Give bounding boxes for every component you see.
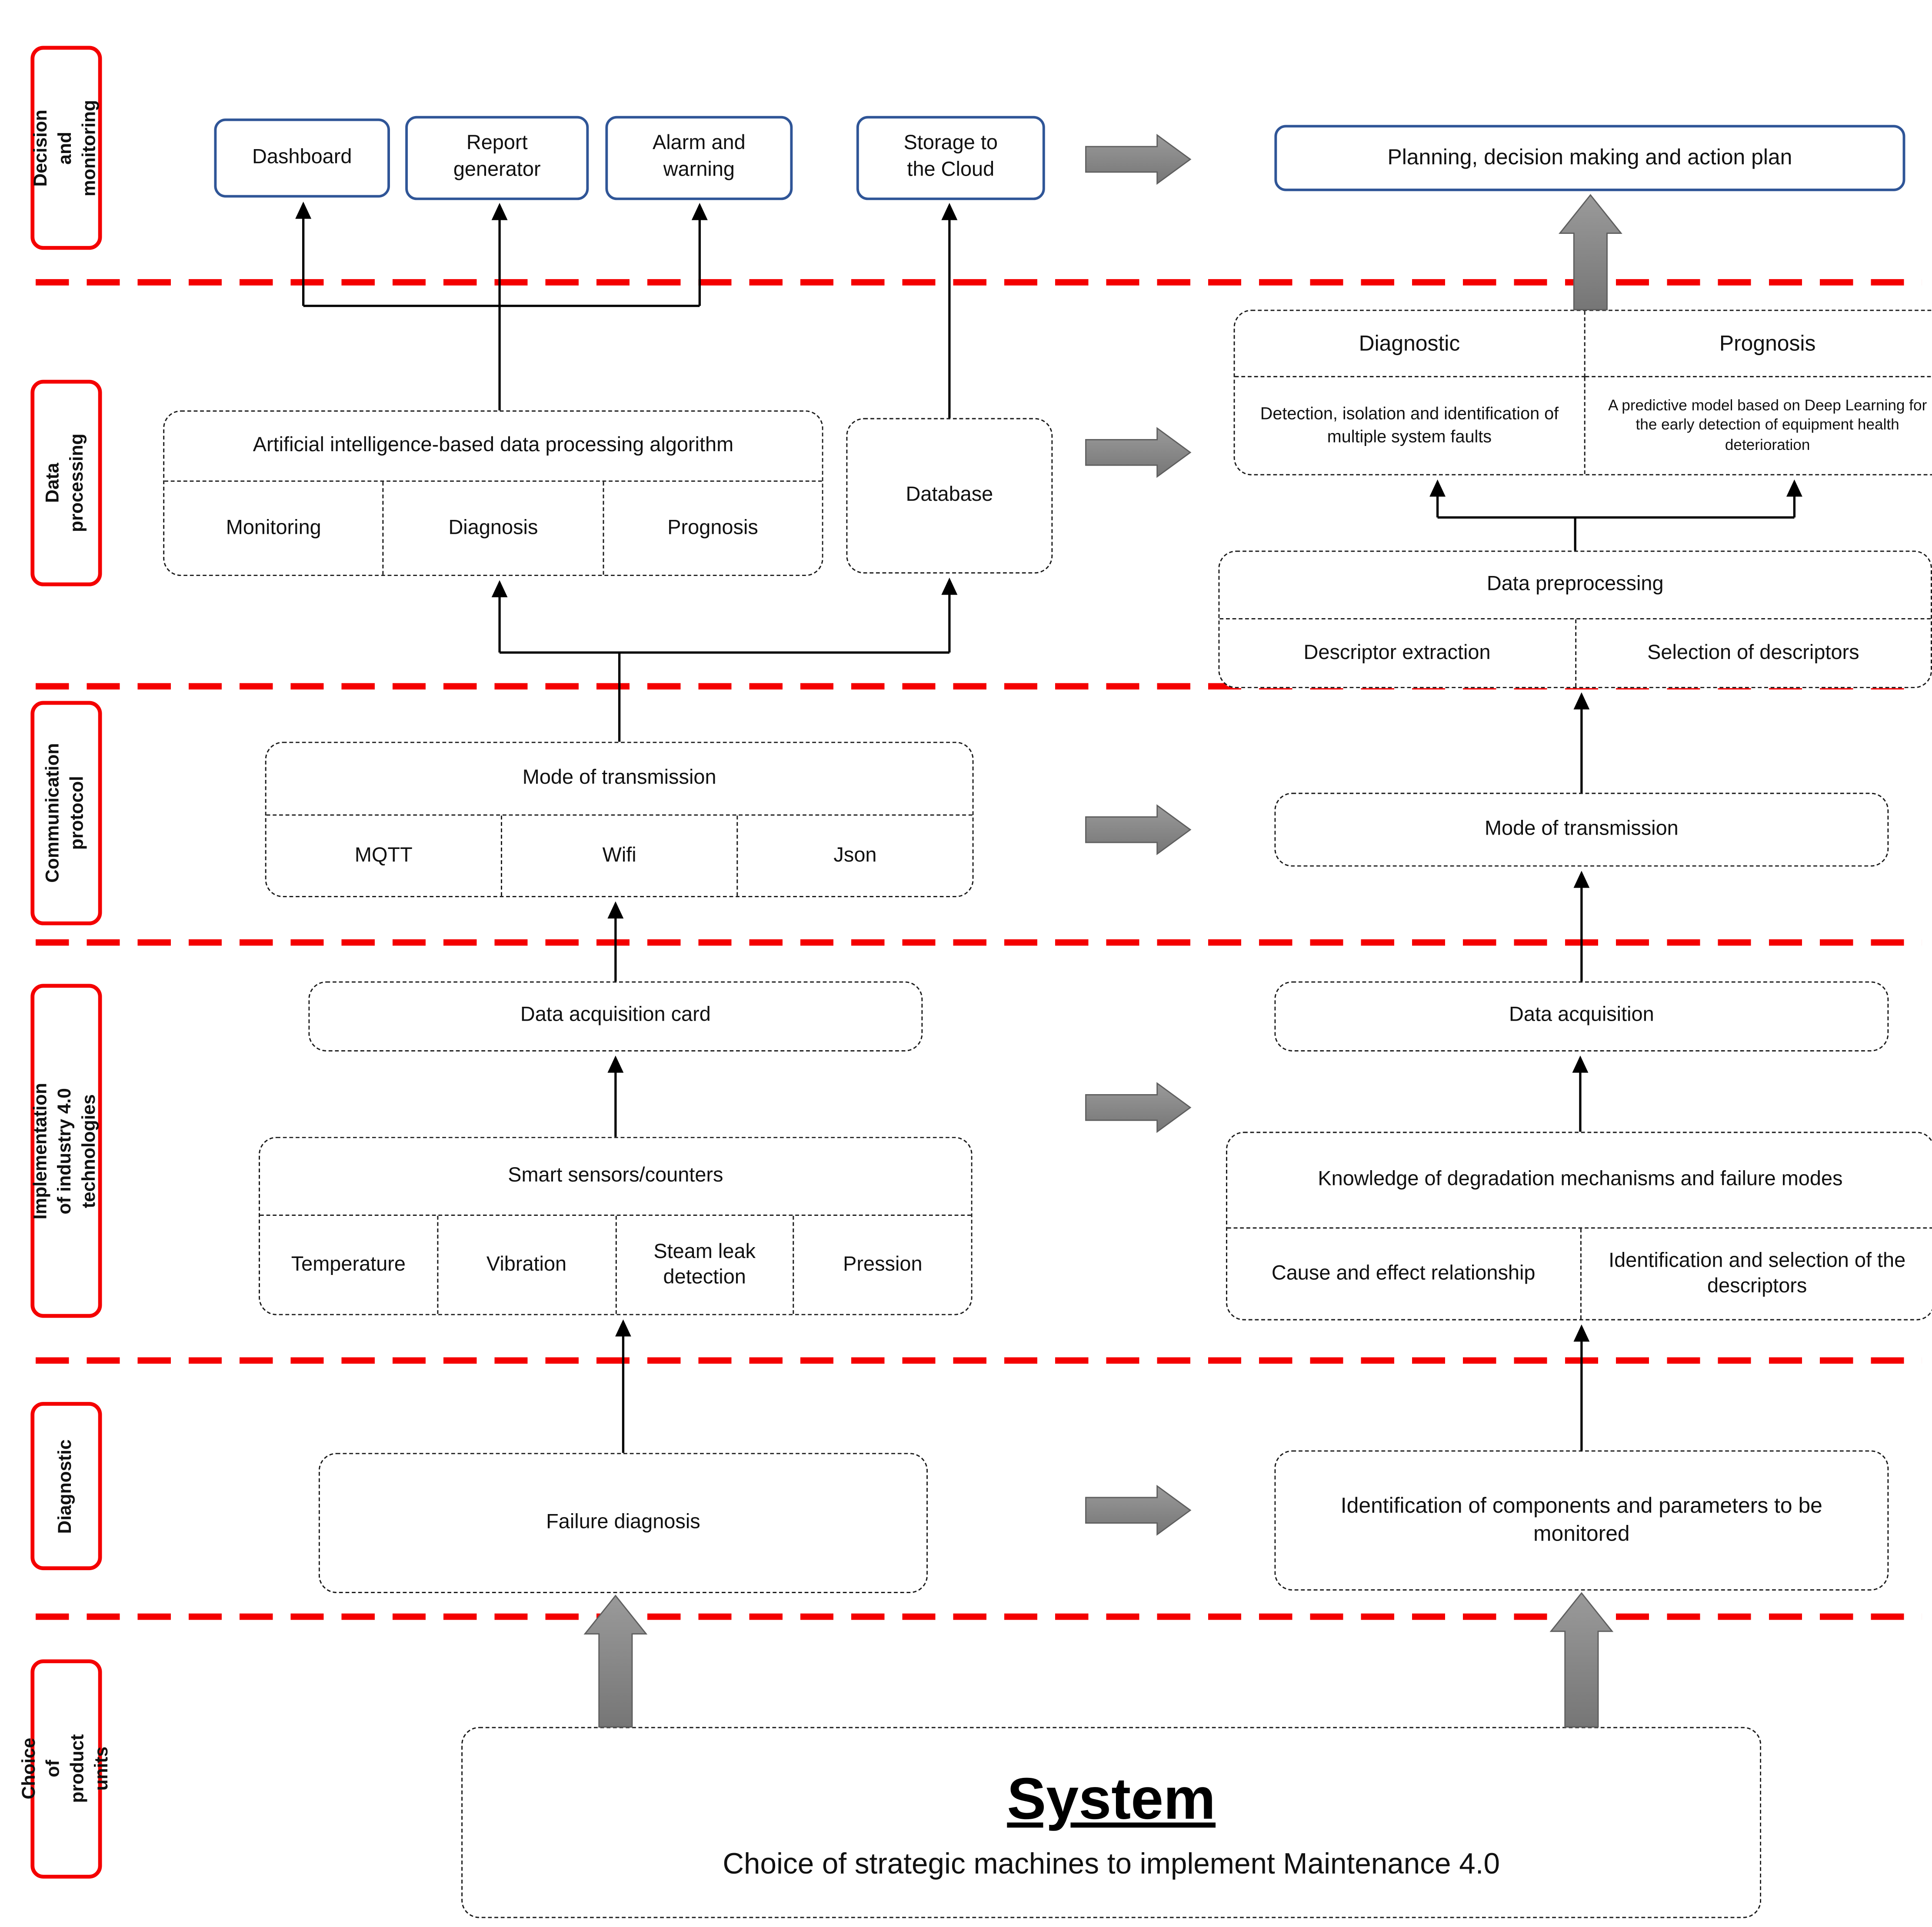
data-preprocessing-box (1218, 551, 1932, 689)
cell-pression: Pression (843, 1253, 923, 1275)
diagnostic-description: Detection, isolation and identification of multiple system faults (1235, 377, 1586, 474)
layer-separator-5 (36, 1614, 1922, 1620)
mode-transmission-left-title: Mode of transmission (266, 743, 973, 815)
block-arrow-up-to-planning (1560, 195, 1621, 310)
smart-sensors-cells (260, 1216, 971, 1314)
dashboard-node: Dashboard (214, 119, 390, 198)
cell-vibration: Vibration (438, 1216, 616, 1314)
cell-cause-effect: Cause and effect relationship (1227, 1228, 1581, 1319)
block-arrow-right-diagnostic (1086, 1486, 1190, 1534)
layer-label-decision-monitoring (30, 46, 102, 250)
layer-separator-4 (36, 1357, 1922, 1364)
data-preprocessing-cells (1219, 619, 1931, 687)
storage-cloud-node: Storage to the Cloud (856, 116, 1045, 200)
block-arrow-right-decision (1086, 135, 1190, 183)
layer-label-data-processing (30, 380, 102, 586)
layer-label-diagnostic (30, 1402, 102, 1570)
alarm-warning-node: Alarm and warning (605, 116, 793, 200)
cell-json: Json (833, 844, 877, 866)
layer-label-text: Diagnostic (55, 1438, 76, 1534)
ai-cell-prognosis: Prognosis (667, 516, 758, 539)
cell-temperature: Temperature (260, 1216, 438, 1314)
cell-wifi: Wifi (502, 815, 738, 896)
system-subtitle: Choice of strategic machines to implement Maintenance 4.0 (723, 1847, 1500, 1880)
ai-cell-monitoring: Monitoring (164, 482, 384, 575)
identification-node: Identification of components and parameters to be monitored (1274, 1451, 1889, 1591)
layer-label-text: Choice of product units (19, 1734, 112, 1804)
layer-label-choice-product-units (19, 1659, 112, 1878)
ai-algorithm-title: Artificial intelligence-based data processing algorithm (164, 412, 822, 482)
mode-transmission-cells (266, 815, 973, 896)
layer-label-text: Decision and monitoring (31, 100, 100, 196)
layer-label-communication-protocol (30, 701, 102, 925)
layer-label-implementation (30, 984, 102, 1318)
mode-transmission-right-node: Mode of transmission (1274, 793, 1889, 867)
cell-descriptor-extraction: Descriptor extraction (1219, 619, 1576, 687)
diagnostic-prognosis-table (1234, 310, 1932, 475)
failure-diagnosis-node: Failure diagnosis (319, 1453, 928, 1593)
layer-label-text: Communication protocol (43, 743, 88, 883)
cell-steam-leak-detection: Steam leak detection (616, 1216, 794, 1314)
planning-node: Planning, decision making and action plan (1274, 125, 1905, 191)
ai-algorithm-box (163, 410, 823, 576)
layer-separator-3 (36, 939, 1922, 946)
smart-sensors-title: Smart sensors/counters (260, 1138, 971, 1216)
cell-selection-descriptors: Selection of descriptors (1647, 642, 1859, 664)
block-arrow-right-processing (1086, 428, 1190, 476)
block-arrow-right-communication (1086, 805, 1190, 854)
knowledge-box (1226, 1132, 1932, 1321)
cell-mqtt: MQTT (266, 815, 502, 896)
mode-transmission-left-box (265, 742, 974, 897)
database-node: Database (846, 418, 1053, 574)
prognosis-header: Prognosis (1585, 311, 1932, 377)
data-acquisition-node: Data acquisition (1274, 982, 1889, 1052)
system-title: System (1007, 1765, 1216, 1832)
data-preprocessing-title: Data preprocessing (1219, 552, 1931, 619)
system-node (461, 1727, 1761, 1918)
smart-sensors-box (259, 1137, 973, 1315)
layer-separator-1 (36, 279, 1922, 286)
knowledge-cells (1227, 1228, 1932, 1319)
block-arrow-right-implementation (1086, 1083, 1190, 1132)
cell-identification-selection: Identification and selection of the descriptors (1609, 1249, 1906, 1297)
report-generator-node: Report generator (405, 116, 589, 200)
ai-algorithm-cells (164, 482, 822, 575)
diagnostic-header: Diagnostic (1235, 311, 1586, 377)
layer-label-text: Data processing (43, 433, 88, 533)
layer-label-text: Implementation of industry 4.0 technologies (31, 1082, 100, 1219)
prognosis-description: A predictive model based on Deep Learning for the early detection of equipment health deterioration (1608, 396, 1927, 454)
ai-cell-diagnosis: Diagnosis (384, 482, 603, 575)
data-acquisition-card-node: Data acquisition card (308, 982, 923, 1052)
knowledge-title: Knowledge of degradation mechanisms and failure modes (1227, 1133, 1932, 1228)
